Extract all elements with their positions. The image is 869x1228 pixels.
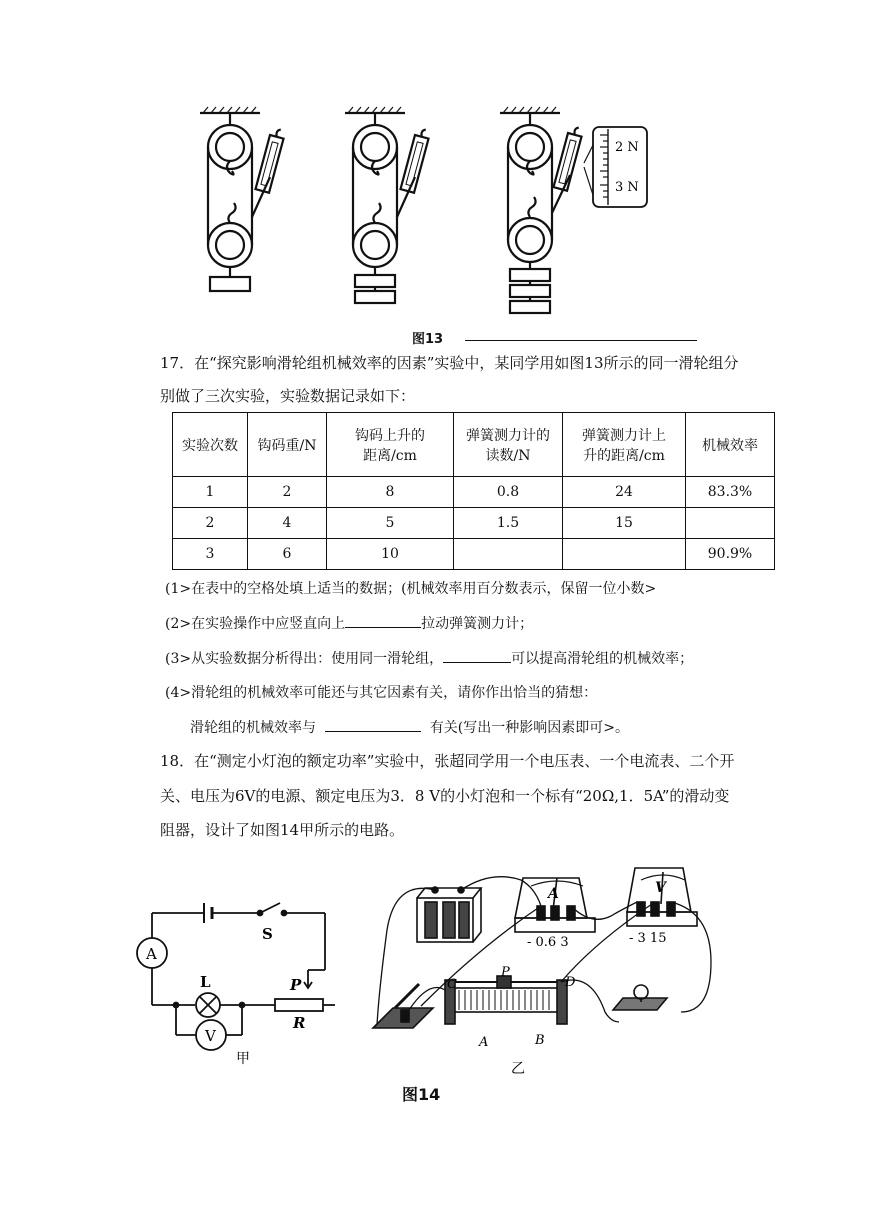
table-row <box>173 477 775 508</box>
cell: 0.8 <box>454 477 563 508</box>
rheostat-label-b: B <box>535 1033 545 1048</box>
ammeter-terminals: - 0.6 3 <box>527 935 569 950</box>
answer-blank[interactable] <box>345 613 421 628</box>
header-efficiency: 机械效率 <box>702 437 758 454</box>
scale-zoom-box <box>593 127 647 207</box>
cell: 24 <box>563 477 686 508</box>
table-row <box>173 539 775 570</box>
header-spring-reading: 弹簧测力计的 读数/N <box>466 427 550 464</box>
cell: 2 <box>173 508 248 539</box>
header-cell <box>327 413 454 477</box>
voltmeter-label: V <box>205 1027 216 1045</box>
cell: 83.3% <box>686 477 775 508</box>
schematic-label: 甲 <box>236 1051 250 1067</box>
answer-blank[interactable] <box>325 717 421 732</box>
switch-device <box>373 984 433 1028</box>
pulley-setup-2 <box>345 107 431 303</box>
ammeter-label: A <box>146 945 157 963</box>
cell: 90.9% <box>686 539 775 570</box>
figure-14-schematic <box>130 885 350 1075</box>
slider-label: P <box>290 976 302 994</box>
q17-sub2-text-b: 拉动弹簧测力计； <box>421 616 534 632</box>
header-cell <box>173 413 248 477</box>
header-cell <box>454 413 563 477</box>
q17-intro-line1: 17．在“探究影响滑轮组机械效率的因素”实验中，某同学用如图13所示的同一滑轮组分 <box>160 354 739 372</box>
cell: 6 <box>248 539 327 570</box>
header-cell <box>248 413 327 477</box>
voltmeter-terminals: - 3 15 <box>629 931 667 946</box>
header-cell <box>563 413 686 477</box>
q17-sub2 <box>165 613 533 633</box>
header-cell <box>686 413 775 477</box>
q17-sub3 <box>165 648 693 668</box>
voltmeter-face-label: V <box>655 880 666 896</box>
pulley-setup-3 <box>500 107 647 313</box>
pulley-setup-1 <box>200 107 286 291</box>
cell: 3 <box>173 539 248 570</box>
q18-line3: 阻器，设计了如图14甲所示的电路。 <box>160 821 405 839</box>
blank-cell[interactable] <box>686 508 775 539</box>
header-trials: 实验次数 <box>182 437 238 454</box>
q17-sub3-text-a: (3>从实验数据分析得出：使用同一滑轮组， <box>165 651 444 667</box>
header-spring-distance: 弹簧测力计上 升的距离/cm <box>582 427 666 464</box>
q18-line1: 18．在“测定小灯泡的额定功率”实验中，张超同学用一个电压表、一个电流表、二个开 <box>160 752 735 770</box>
scale-label-2n: 2 N <box>615 140 639 155</box>
q17-sub4-answer <box>190 717 629 737</box>
figure-14-caption: 图14 <box>402 1085 441 1104</box>
voltmeter-device <box>627 868 697 926</box>
q18-line2: 关、电压为6V的电源、额定电压为3．8 V的小灯泡和一个标有“20Ω,1．5A”的滑动变 <box>160 787 730 805</box>
q17-sub4-text-a: 滑轮组的机械效率与 <box>190 720 316 736</box>
divider-line <box>465 340 697 341</box>
ammeter-face-label: A <box>548 886 559 902</box>
rheostat-device <box>445 976 567 1024</box>
scale-label-3n: 3 N <box>615 180 639 195</box>
figure-14-physical-circuit <box>365 850 720 1080</box>
switch-label: S <box>262 925 273 943</box>
table-header-row <box>173 413 775 477</box>
header-weight: 钩码重/N <box>257 437 317 454</box>
q17-intro-line2: 别做了三次实验，实验数据记录如下： <box>160 387 416 405</box>
cell: 8 <box>327 477 454 508</box>
rheostat-label-a: A <box>479 1035 489 1050</box>
lamp-label: L <box>200 973 211 991</box>
header-hook-distance: 钩码上升的 距离/cm <box>355 427 425 464</box>
q17-sub2-text-a: (2>在实验操作中应竖直向上 <box>165 616 346 632</box>
resistor-label: R <box>293 1014 306 1032</box>
rheostat-label-p: P <box>501 965 510 980</box>
physical-label: 乙 <box>511 1061 525 1077</box>
cell: 15 <box>563 508 686 539</box>
cell: 1 <box>173 477 248 508</box>
blank-cell[interactable] <box>454 539 563 570</box>
lamp-device <box>613 985 667 1010</box>
experiment-table <box>172 412 775 570</box>
blank-cell[interactable] <box>563 539 686 570</box>
q17-sub4: (4>滑轮组的机械效率可能还与其它因素有关，请你作出恰当的猜想： <box>165 685 598 701</box>
q17-sub4-text-b: 有关(写出一种影响因素即可>。 <box>429 720 630 736</box>
cell: 10 <box>327 539 454 570</box>
q17-sub1: (1>在表中的空格处填上适当的数据；(机械效率用百分数表示，保留一位小数> <box>165 581 657 597</box>
answer-blank[interactable] <box>443 648 511 663</box>
figure-13-pulley-diagrams <box>190 105 680 330</box>
rheostat-symbol <box>275 999 323 1011</box>
cell: 1.5 <box>454 508 563 539</box>
rheostat-label-c: C <box>447 977 457 992</box>
q17-sub3-text-b: 可以提高滑轮组的机械效率； <box>511 651 694 667</box>
cell: 2 <box>248 477 327 508</box>
figure-13-caption: 图13 <box>412 332 444 347</box>
battery-pack <box>417 887 481 942</box>
rheostat-label-d: D <box>565 975 576 990</box>
cell: 5 <box>327 508 454 539</box>
table-row <box>173 508 775 539</box>
cell: 4 <box>248 508 327 539</box>
